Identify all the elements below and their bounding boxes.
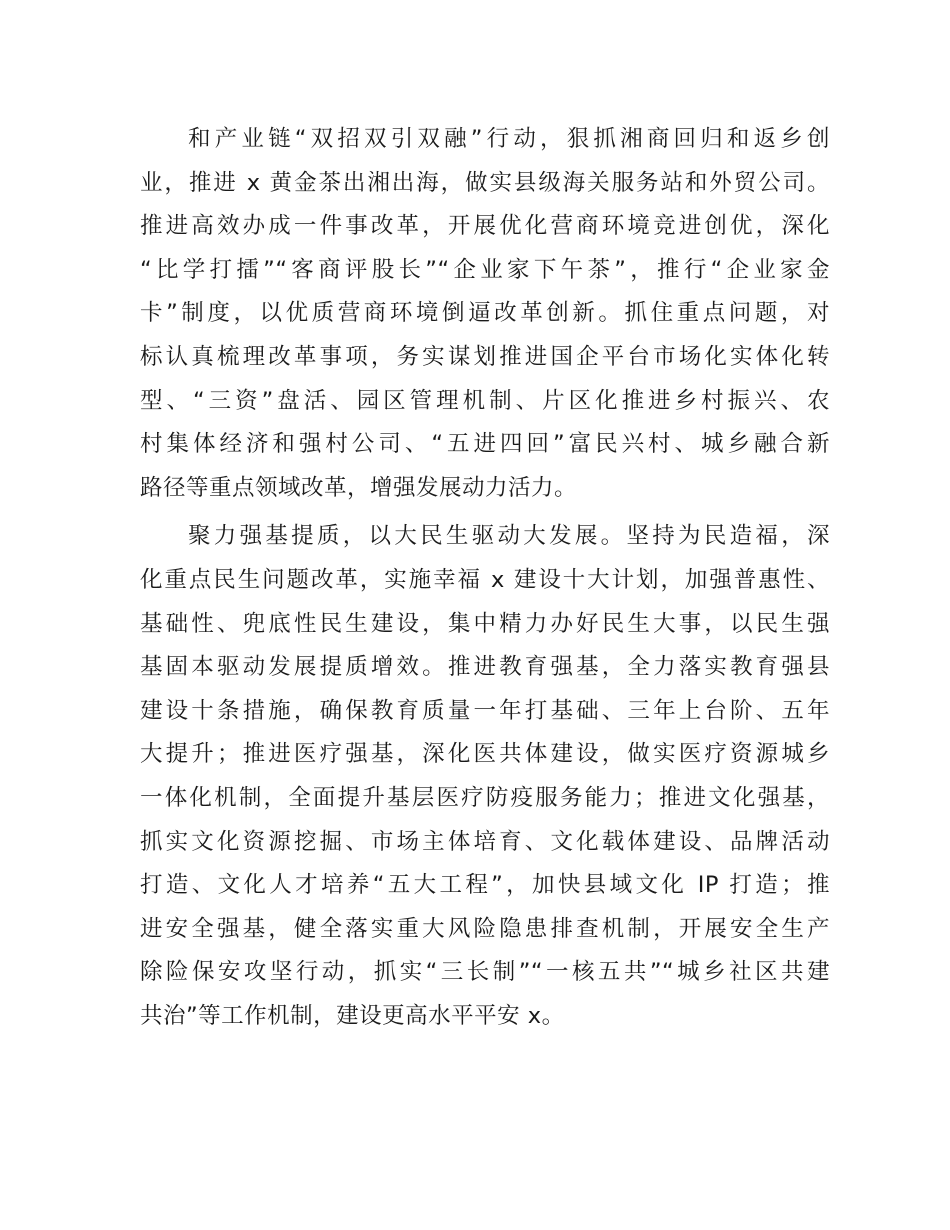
text-line: 村集体经济和强村公司、“五进四回”富民兴村、城乡融合新: [140, 431, 830, 458]
text-line: “比学打擂”“客商评股长”“企业家下午茶”，推行“企业家金: [140, 256, 830, 283]
text-line: 抓实文化资源挖掘、市场主体培育、文化载体建设、品牌活动: [140, 828, 830, 855]
text-line: 标认真梳理改革事项，务实谋划推进国企平台市场化实体化转: [140, 343, 830, 370]
text-line: 共治”等工作机制，建设更高水平平安 x。: [140, 1002, 565, 1029]
text-line: 型、“三资”盘活、园区管理机制、片区化推进乡村振兴、农: [140, 387, 830, 414]
text-line: 基础性、兜底性民生建设，集中精力办好民生大事，以民生强: [140, 610, 830, 637]
document-body: [140, 118, 830, 1038]
text-line: 化重点民生问题改革，实施幸福 x 建设十大计划，加强普惠性、: [140, 566, 830, 593]
text-line: 一体化机制，全面提升基层医疗防疫服务能力；推进文化强基，: [140, 784, 830, 811]
text-line: 推进高效办成一件事改革，开展优化营商环境竞进创优，深化: [140, 213, 830, 240]
text-line: 大提升；推进医疗强基，深化医共体建设，做实医疗资源城乡: [140, 741, 830, 768]
paragraph-1: [140, 118, 830, 510]
text-line: 进安全强基，健全落实重大风险隐患排查机制，开展安全生产: [140, 915, 830, 942]
text-line: 除险保安攻坚行动，抓实“三长制”“一核五共”“城乡社区共建: [140, 959, 830, 986]
text-line: 打造、文化人才培养“五大工程”，加快县域文化 IP 打造；推: [140, 872, 830, 899]
paragraph-2: [140, 515, 830, 1038]
text-line: 基固本驱动发展提质增效。推进教育强基，全力落实教育强县: [140, 654, 830, 681]
text-line: 卡”制度，以优质营商环境倒逼改革创新。抓住重点问题，对: [140, 300, 830, 327]
text-line: 聚力强基提质，以大民生驱动大发展。坚持为民造福，深: [188, 523, 830, 550]
text-line: 和产业链“双招双引双融”行动，狠抓湘商回归和返乡创: [188, 126, 830, 152]
text-line: 业，推进 x 黄金茶出湘出海，做实县级海关服务站和外贸公司。: [140, 169, 830, 196]
text-line: 建设十条措施，确保教育质量一年打基础、三年上台阶、五年: [140, 697, 830, 724]
text-line: 路径等重点领域改革，增强发展动力活力。: [140, 474, 578, 501]
